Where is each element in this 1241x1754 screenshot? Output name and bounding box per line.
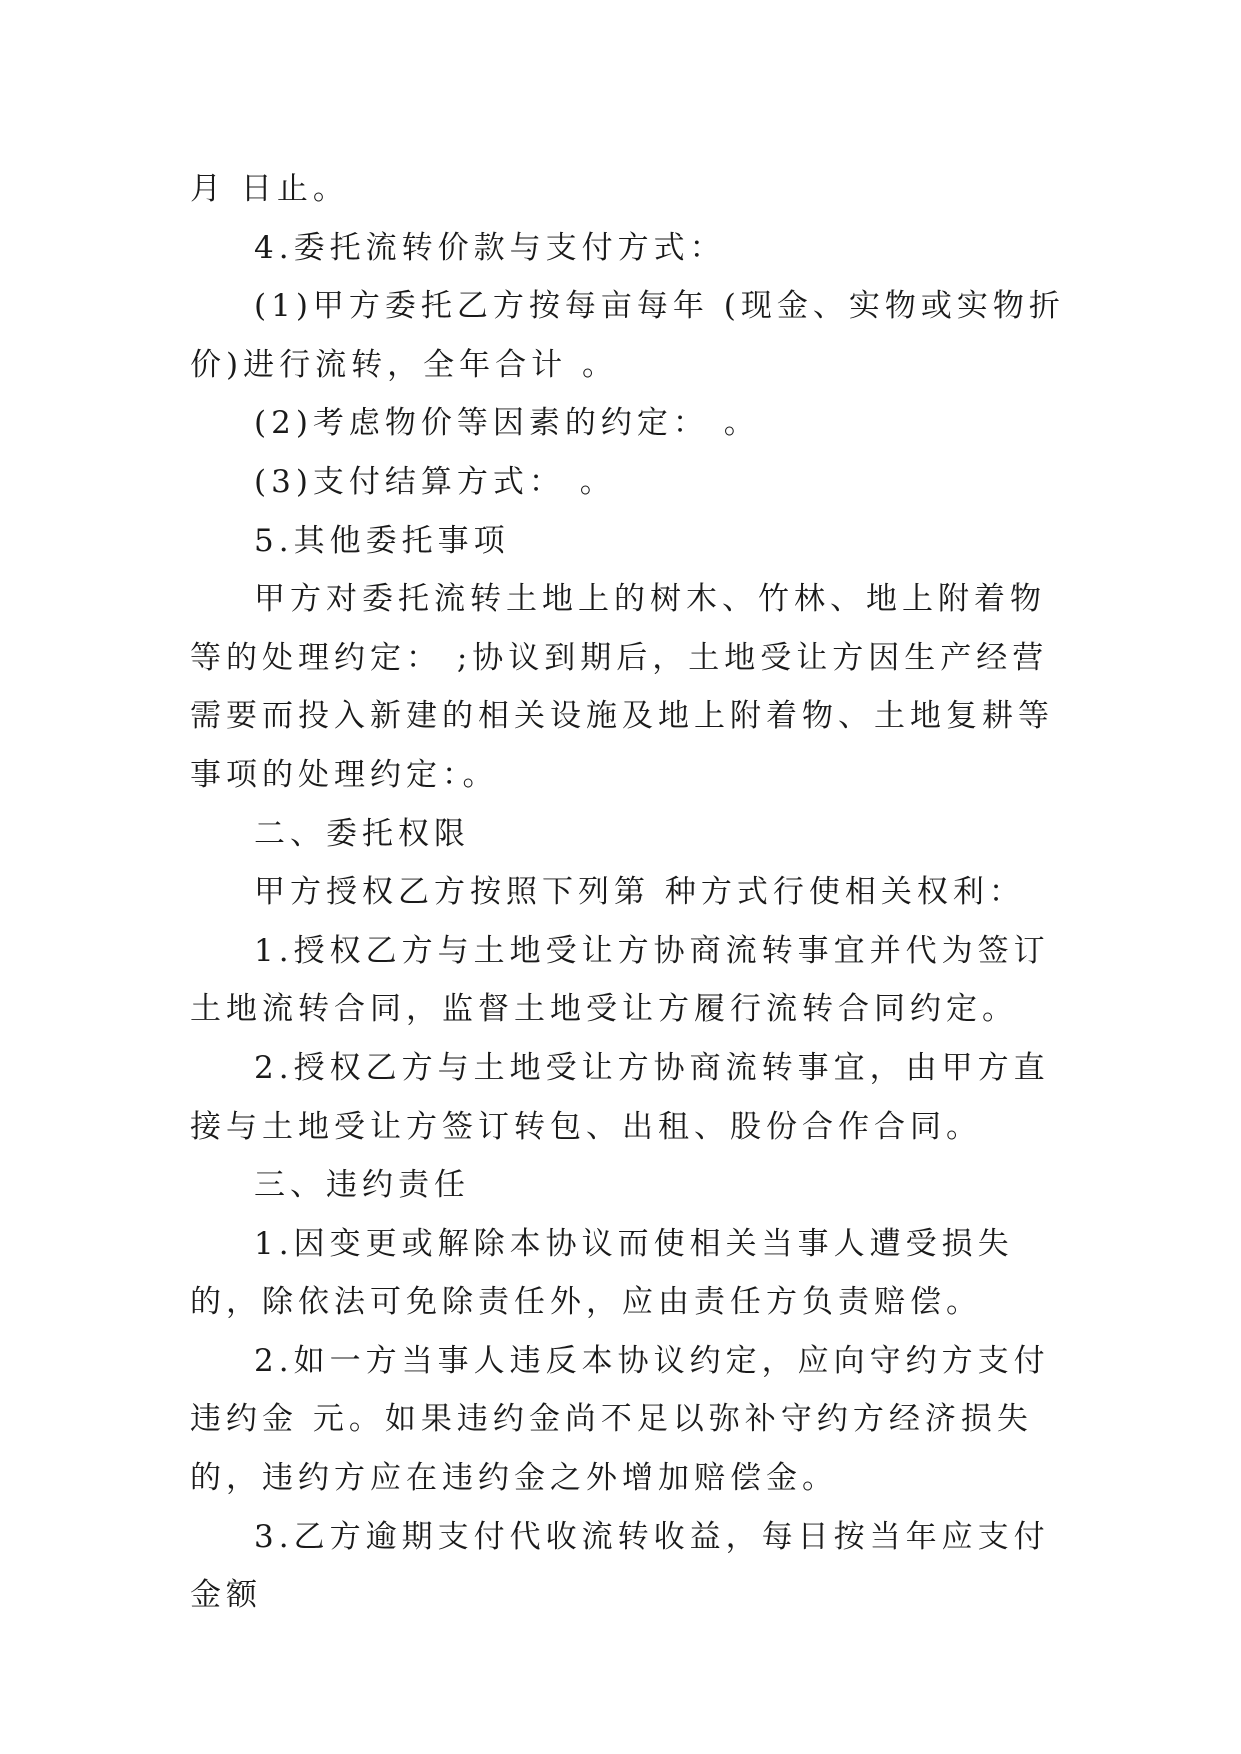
paragraph-payment-rate: (1)甲方委托乙方按每亩每年 (现金、实物或实物折价)进行流转，全年合计 。 xyxy=(190,288,1065,383)
paragraph-authorization-intro: 甲方授权乙方按照下列第 种方式行使相关权利： xyxy=(254,874,1025,911)
paragraph-liability-1: 1.因变更或解除本协议而使相关当事人遭受损失的，除依法可免除责任外，应由责任方负责赔偿。 xyxy=(190,1225,1014,1321)
paragraph-end-date: 月 日止。 xyxy=(190,171,349,207)
paragraph-authorization-option-2: 2.授权乙方与土地受让方协商流转事宜，由甲方直接与土地受让方签订转包、出租、股份合作合同。 xyxy=(190,1049,1050,1145)
document-body xyxy=(190,160,1070,1625)
heading-authorization-scope: 二、委托权限 xyxy=(254,815,470,852)
paragraph-settlement-method: (3)支付结算方式： 。 xyxy=(254,463,616,500)
paragraph-attachments-handling: 甲方对委托流转土地上的树木、竹林、地上附着物等的处理约定： ;协议到期后，土地受让方因生产经营需要而投入新建的相关设施及地上附着物、土地复耕等事项的处理约定：。 xyxy=(190,581,1054,793)
paragraph-liability-2: 2.如一方当事人违反本协议约定，应向守约方支付违约金 元。如果违约金尚不足以弥补守约方经济损失的，违约方应在违约金之外增加赔偿金。 xyxy=(190,1342,1050,1497)
paragraph-price-factors: (2)考虑物价等因素的约定： 。 xyxy=(254,405,760,442)
paragraph-liability-3: 3.乙方逾期支付代收流转收益，每日按当年应支付金额 xyxy=(190,1518,1050,1614)
heading-payment-terms: 4.委托流转价款与支付方式： xyxy=(254,229,726,266)
paragraph-authorization-option-1: 1.授权乙方与土地受让方协商流转事宜并代为签订土地流转合同，监督土地受让方履行流转合同约定。 xyxy=(190,932,1050,1028)
heading-other-matters: 5.其他委托事项 xyxy=(254,522,510,559)
heading-liability: 三、违约责任 xyxy=(254,1167,470,1204)
